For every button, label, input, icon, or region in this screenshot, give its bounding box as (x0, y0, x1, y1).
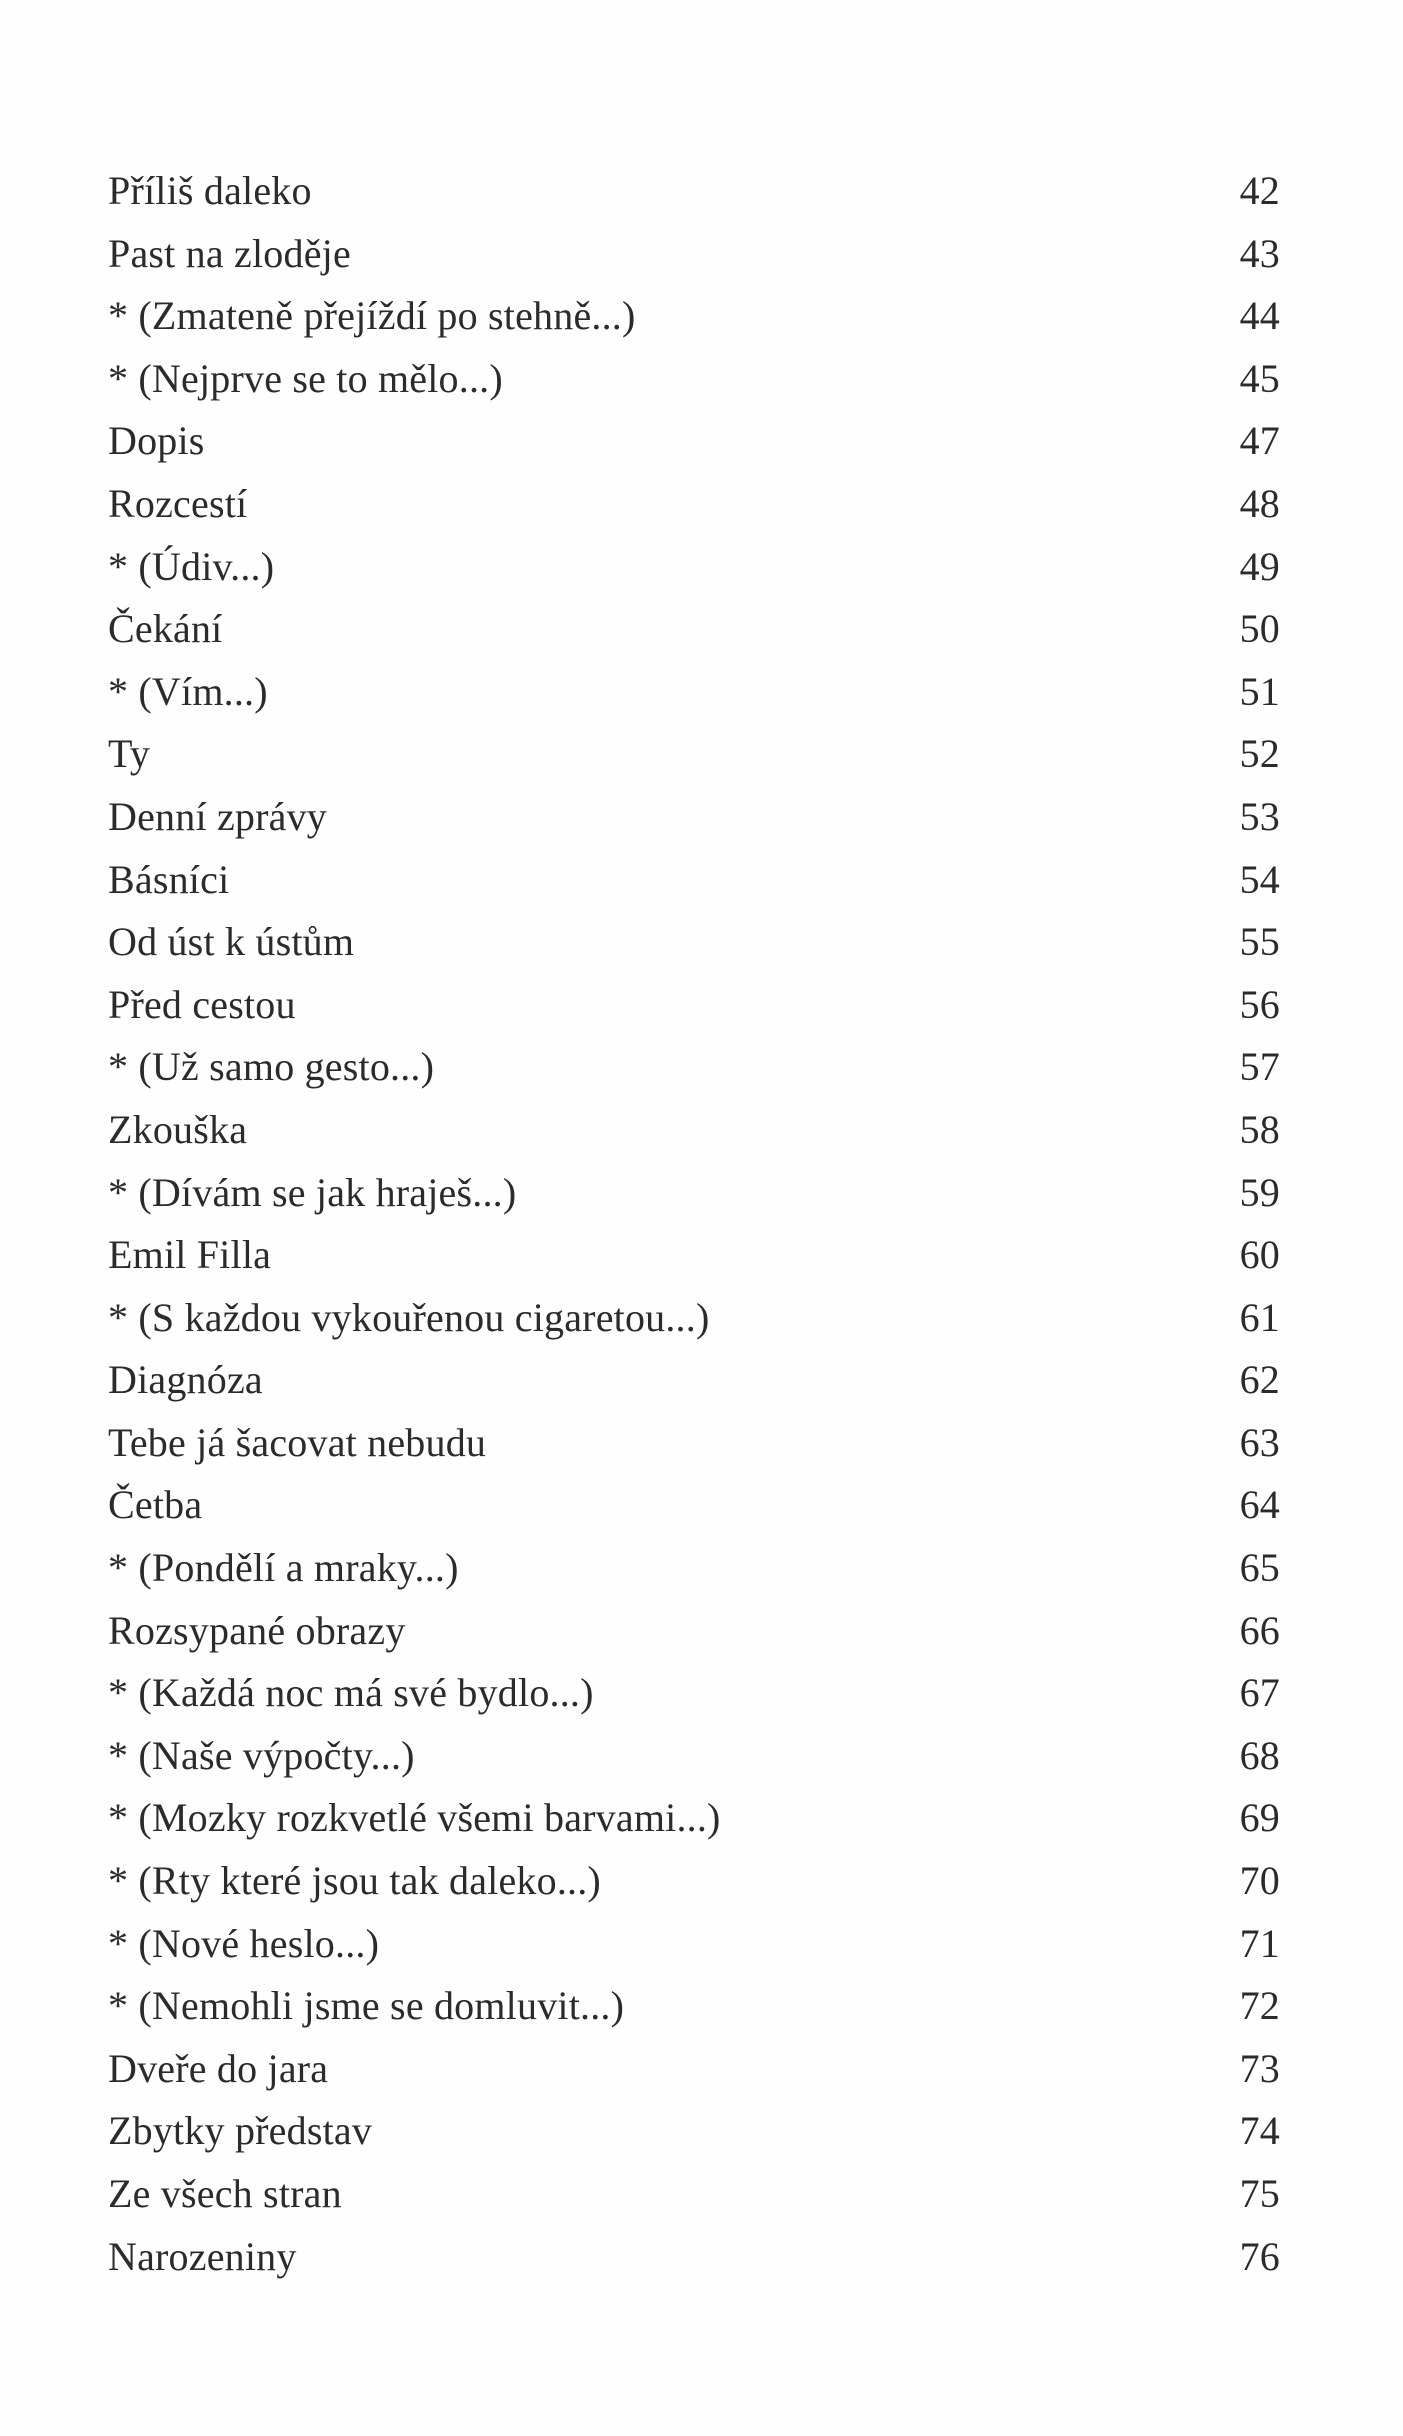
toc-entry-page-number: 70 (1239, 1858, 1280, 1904)
toc-entry-page-number: 57 (1239, 1044, 1280, 1090)
toc-entry-page-number: 52 (1239, 731, 1280, 777)
toc-entry-page-number: 75 (1239, 2171, 1280, 2216)
toc-entry-page-number: 49 (1239, 543, 1280, 589)
toc-entry-title: * (Nejprve se to mělo...) (108, 355, 503, 401)
toc-entry-title: Dopis (108, 418, 205, 464)
toc-entry (108, 2038, 1280, 2101)
toc-entry (108, 1099, 1280, 1162)
toc-entry-page-number: 55 (1239, 919, 1280, 965)
toc-entry-page-number: 71 (1239, 1920, 1280, 1966)
toc-entry-page-number: 67 (1239, 1670, 1280, 1716)
toc-entry (108, 1224, 1280, 1287)
toc-entry-page-number: 50 (1239, 606, 1280, 652)
toc-entry-title: * (Údiv...) (108, 543, 275, 589)
toc-entry-title: Zbytky představ (108, 2108, 373, 2154)
toc-entry-title: * (Naše výpočty...) (108, 1732, 415, 1778)
toc-entry-title: * (Rty které jsou tak daleko...) (108, 1858, 601, 1904)
toc-entry-page-number: 48 (1239, 480, 1280, 526)
toc-entry-title: Zkouška (108, 1106, 248, 1152)
toc-entry-page-number: 59 (1239, 1169, 1280, 1215)
toc-entry (108, 1850, 1280, 1913)
toc-entry (108, 410, 1280, 473)
toc-entry-page-number: 54 (1239, 856, 1280, 902)
toc-entry-title: Dveře do jara (108, 2045, 329, 2091)
toc-entry (108, 1787, 1280, 1850)
toc-entry-title: Od úst k ústům (108, 919, 355, 965)
toc-entry-title: Četba (108, 1482, 203, 1528)
toc-entry-page-number: 61 (1239, 1294, 1280, 1340)
toc-entry-title: * (Nové heslo...) (108, 1920, 380, 1966)
toc-entry (108, 285, 1280, 348)
toc-entry-title: Rozsypané obrazy (108, 1607, 406, 1653)
toc-entry-title: * (S každou vykouřenou cigaretou...) (108, 1294, 710, 1340)
toc-entry (108, 1975, 1280, 2038)
toc-entry-title: * (Vím...) (108, 668, 268, 714)
toc-entry (108, 1036, 1280, 1099)
toc-entry-page-number: 42 (1239, 168, 1280, 213)
toc-entry-title: * (Pondělí a mraky...) (108, 1545, 459, 1591)
toc-entry-title: * (Mozky rozkvetlé všemi barvami...) (108, 1795, 721, 1841)
toc-entry (108, 536, 1280, 599)
toc-entry (108, 1474, 1280, 1537)
toc-entry-title: Rozcestí (108, 480, 248, 526)
toc-entry-page-number: 58 (1239, 1106, 1280, 1152)
toc-entry-title: Příliš daleko (108, 168, 312, 213)
toc-entry-page-number: 66 (1239, 1607, 1280, 1653)
toc-entry (108, 1600, 1280, 1663)
toc-entry-title: * (Dívám se jak hraješ...) (108, 1169, 517, 1215)
toc-entry (108, 1287, 1280, 1350)
toc-entry-page-number: 44 (1239, 293, 1280, 339)
toc-entry-title: Ze všech stran (108, 2171, 342, 2216)
toc-entry-title: Denní zprávy (108, 793, 327, 839)
toc-entry (108, 2163, 1280, 2226)
toc-entry (108, 911, 1280, 974)
toc-entry (108, 160, 1280, 223)
toc-entry-page-number: 74 (1239, 2108, 1280, 2154)
toc-entry (108, 1662, 1280, 1725)
toc-entry (108, 1162, 1280, 1225)
toc-entry (108, 2226, 1280, 2289)
toc-entry (108, 2100, 1280, 2163)
table-of-contents (108, 160, 1280, 2288)
toc-entry-page-number: 45 (1239, 355, 1280, 401)
toc-entry-title: Emil Filla (108, 1232, 272, 1278)
toc-entry-page-number: 60 (1239, 1232, 1280, 1278)
toc-entry (108, 849, 1280, 912)
toc-entry-title: * (Zmateně přejíždí po stehně...) (108, 293, 636, 339)
toc-entry (108, 786, 1280, 849)
toc-entry-page-number: 53 (1239, 793, 1280, 839)
toc-entry (108, 473, 1280, 536)
toc-entry-page-number: 51 (1239, 668, 1280, 714)
toc-entry (108, 1725, 1280, 1788)
toc-entry-title: Narozeniny (108, 2233, 297, 2279)
toc-entry (108, 598, 1280, 661)
toc-entry-page-number: 56 (1239, 981, 1280, 1027)
toc-entry-title: Past na zloděje (108, 230, 351, 276)
toc-entry (108, 223, 1280, 286)
toc-entry-page-number: 47 (1239, 418, 1280, 464)
toc-entry-page-number: 73 (1239, 2045, 1280, 2091)
toc-entry (108, 1349, 1280, 1412)
toc-entry (108, 1537, 1280, 1600)
toc-entry-page-number: 68 (1239, 1732, 1280, 1778)
toc-entry-title: Čekání (108, 606, 223, 652)
toc-entry-title: Diagnóza (108, 1357, 263, 1403)
toc-entry (108, 1913, 1280, 1976)
toc-entry (108, 348, 1280, 411)
toc-entry-page-number: 64 (1239, 1482, 1280, 1528)
toc-entry-page-number: 69 (1239, 1795, 1280, 1841)
toc-entry-title: * (Nemohli jsme se domluvit...) (108, 1983, 625, 2029)
toc-entry-title: Básníci (108, 856, 230, 902)
toc-entry-page-number: 65 (1239, 1545, 1280, 1591)
toc-entry-page-number: 62 (1239, 1357, 1280, 1403)
toc-entry (108, 1412, 1280, 1475)
toc-entry (108, 974, 1280, 1037)
toc-entry-page-number: 43 (1239, 230, 1280, 276)
toc-entry-title: Ty (108, 731, 151, 777)
toc-entry-title: Před cestou (108, 981, 296, 1027)
toc-entry-page-number: 63 (1239, 1419, 1280, 1465)
toc-entry-title: Tebe já šacovat nebudu (108, 1419, 487, 1465)
toc-entry-title: * (Každá noc má své bydlo...) (108, 1670, 594, 1716)
toc-entry-page-number: 72 (1239, 1983, 1280, 2029)
toc-entry (108, 723, 1280, 786)
toc-entry-title: * (Už samo gesto...) (108, 1044, 435, 1090)
toc-entry-page-number: 76 (1239, 2233, 1280, 2279)
toc-entry (108, 661, 1280, 724)
